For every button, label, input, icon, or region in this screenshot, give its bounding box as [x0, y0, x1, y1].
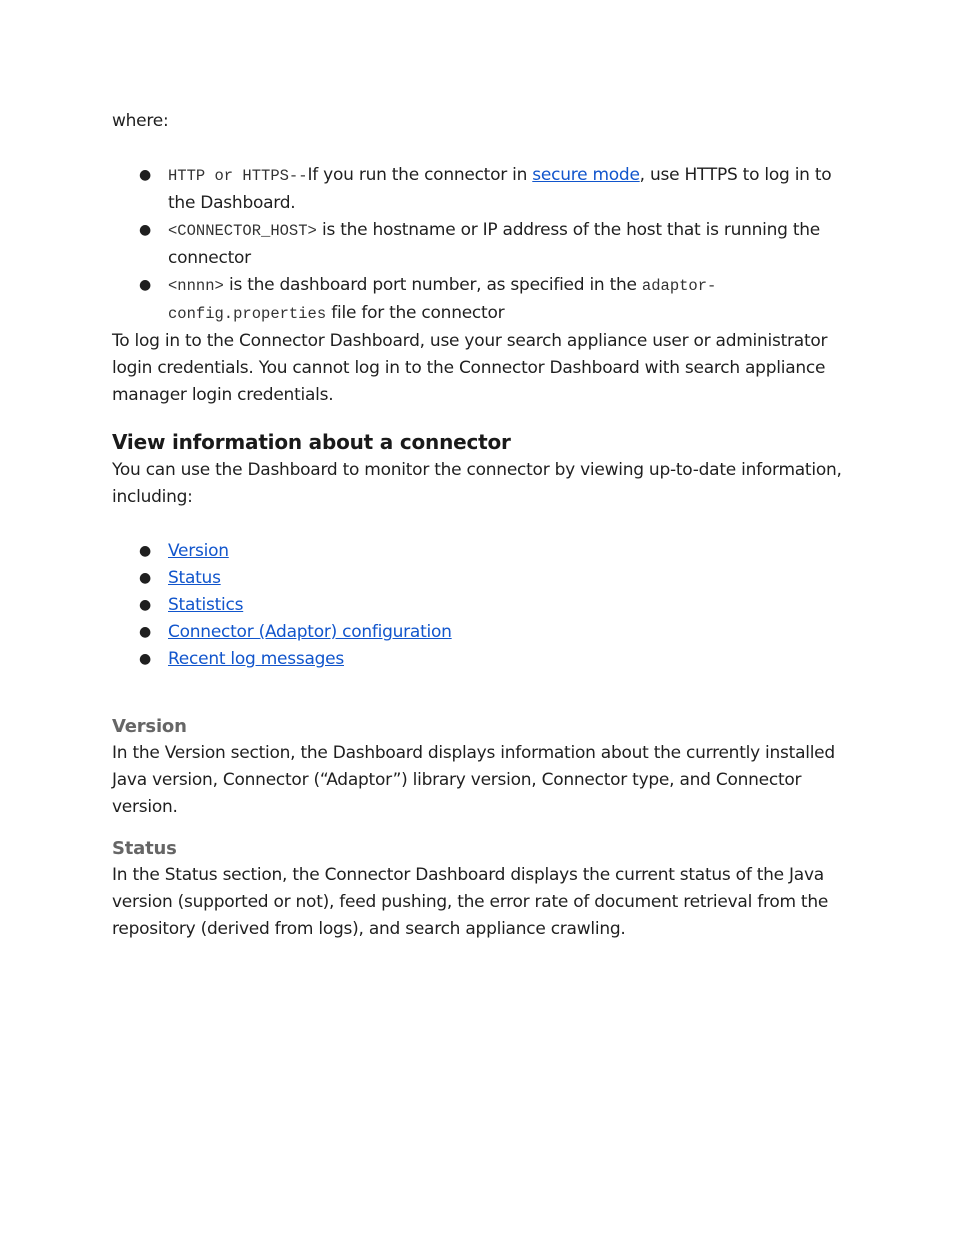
bullet-icon: ● [139, 624, 151, 640]
version-body: In the Version section, the Dashboard displays information about the currently installed Java version, Connector (“Adaptor”) library version, Connector type, and Connector version. [112, 743, 835, 817]
document-page [112, 108, 842, 943]
list-item [112, 217, 842, 272]
list-item [112, 272, 842, 328]
list-item [112, 565, 842, 592]
connector-host-text: is the hostname or IP address of the host that is running the connector [168, 220, 820, 268]
status-link[interactable]: Status [168, 568, 221, 588]
bullet-icon: ● [139, 543, 151, 559]
status-heading: Status [112, 838, 177, 859]
statistics-link[interactable]: Statistics [168, 595, 244, 615]
version-link[interactable]: Version [168, 541, 229, 561]
section-heading: View information about a connector [112, 430, 511, 454]
list-item [112, 538, 842, 565]
code-config-file: adaptor-config.properties [168, 277, 717, 323]
bullet-icon: ● [139, 167, 151, 183]
code-protocol: HTTP or HTTPS-- [168, 167, 308, 185]
version-heading: Version [112, 716, 187, 737]
protocol-text: If you run the connector in [307, 165, 533, 185]
code-connector-host: <CONNECTOR_HOST> [168, 222, 317, 240]
login-paragraph: To log in to the Connector Dashboard, use your search appliance user or administrator login credentials. You cannot log in to the Connector Dashboard with search appliance manager login credentials. [112, 331, 828, 405]
code-port: <nnnn> [168, 277, 224, 295]
bullet-icon: ● [139, 597, 151, 613]
bullet-icon: ● [139, 570, 151, 586]
configuration-link[interactable]: Connector (Adaptor) configuration [168, 622, 452, 642]
list-item [112, 592, 842, 619]
info-links-list [112, 538, 842, 673]
bullet-icon: ● [139, 651, 151, 667]
list-item [112, 646, 842, 673]
section-intro: You can use the Dashboard to monitor the connector by viewing up-to-date information, including: [112, 460, 842, 507]
list-item [112, 162, 842, 217]
status-body: In the Status section, the Connector Dashboard displays the current status of the Java version (supported or not), feed pushing, the error rate of document retrieval from the repository (derived from logs), and search appliance crawling. [112, 865, 829, 939]
bullet-icon: ● [139, 222, 151, 238]
port-text-end: file for the connector [326, 303, 505, 323]
where-label: where: [112, 111, 169, 131]
protocol-text-end: , use HTTPS to log in to the Dashboard. [168, 165, 832, 213]
bullet-icon: ● [139, 277, 151, 293]
secure-mode-link[interactable]: secure mode [532, 165, 640, 185]
port-text: is the dashboard port number, as specified in the [223, 275, 642, 295]
url-parts-list [112, 162, 842, 328]
list-item [112, 619, 842, 646]
log-messages-link[interactable]: Recent log messages [168, 649, 344, 669]
